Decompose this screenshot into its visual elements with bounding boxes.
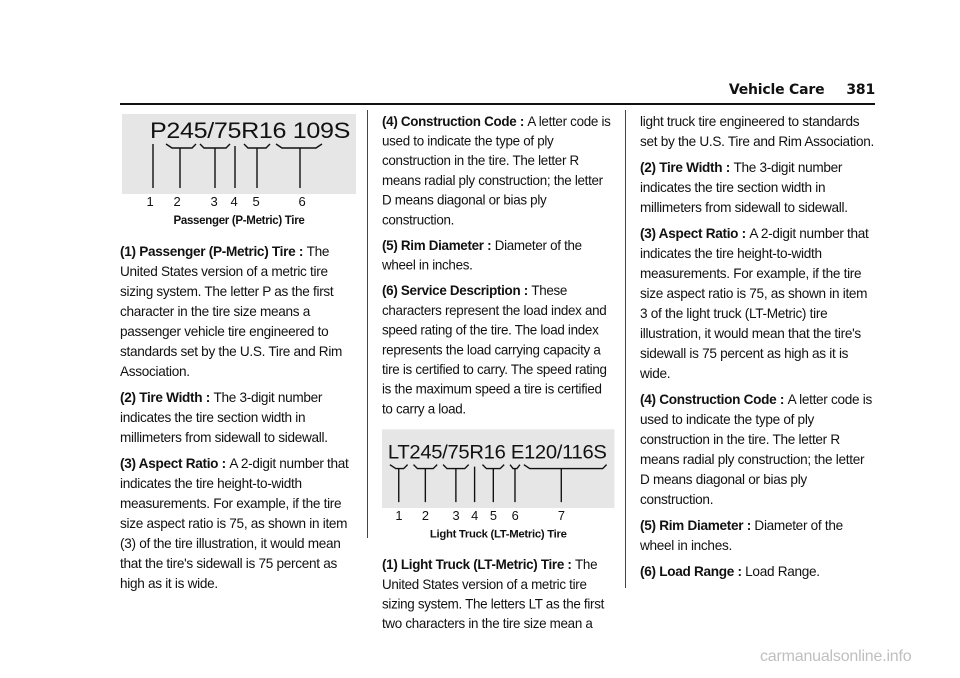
term: (5) Rim Diameter — [382, 238, 484, 253]
callout-number-6: 6 — [511, 507, 519, 523]
paragraph: (3) Aspect Ratio : A 2-digit number that indicates the tire height-to-width measurements. For example, if the tire size aspect ratio is 75, as shown in item 3 of the light truck (LT-Metric) tire illustration, it would mean that the tire's sidewall is 75 percent as high as it is wide. — [640, 226, 869, 381]
watermark: carmanualsonline.info — [760, 648, 912, 665]
callout-number-2: 2 — [421, 507, 429, 523]
callout-number-3: 3 — [452, 507, 460, 523]
paragraph: (5) Rim Diameter : Diameter of the wheel in inches. — [640, 518, 843, 553]
definition: The United States version of a metric tire sizing system. The letter P as the first character in the tire size means a passenger vehicle tire engineered to standards set by the U.S. Tire and Rim Association. — [120, 244, 343, 379]
paragraph: (4) Construction Code : A letter code is used to indicate the type of ply construction in the tire. The letter R means radial ply construction; the letter D means diagonal or bias ply construction. — [382, 113, 611, 228]
definition: These characters represent the load index and speed rating of the tire. The load index represents the load carrying capacity a tire is certified to carry. The speed rating is the maximum speed a tire is certified to carry a load. — [382, 283, 607, 417]
lt-tire-code: LT245/75R16 E120/116S — [387, 441, 607, 464]
passenger-figure-caption: Passenger (P-Metric) Tire — [173, 215, 305, 227]
paragraph: (3) Aspect Ratio : A 2-digit number that indicates the tire height-to-width measurements. For example, if the tire size aspect ratio is 75, as shown in item (3) of the tire illustration, it would mean that the tire's sidewall is 75 percent as high as it is wide. — [120, 456, 349, 591]
term: (6) Load Range — [640, 564, 734, 579]
term: (3) Aspect Ratio — [120, 456, 219, 471]
definition: The 3-digit number indicates the tire section width in millimeters from sidewall to sidewall. — [120, 390, 328, 445]
definition: Diameter of the wheel in inches. — [382, 238, 582, 273]
callout-number-1: 1 — [146, 194, 154, 209]
light-truck-tire-figure — [382, 429, 614, 524]
passenger-tire-figure — [120, 114, 358, 210]
callout-number-1: 1 — [395, 507, 403, 523]
term: (2) Tire Width — [640, 160, 723, 175]
definition: A letter code is used to indicate the type of ply construction in the tire. The letter R means radial ply construction; the letter D means diagonal or bias ply construction. — [382, 113, 611, 228]
page-header — [120, 82, 875, 98]
definition: Load Range. — [745, 564, 820, 579]
paragraph: (2) Tire Width : The 3-digit number indicates the tire section width in millimeters from sidewall to sidewall. — [640, 160, 848, 215]
header-rule — [120, 103, 875, 105]
paragraph: (1) Light Truck (LT-Metric) Tire : The United States version of a metric tire sizing system. The letters LT as the first two characters in the tire size mean a — [382, 557, 605, 632]
term: (4) Construction Code — [640, 392, 777, 407]
paragraph: (2) Tire Width : The 3-digit number indicates the tire section width in millimeters from sidewall to sidewall. — [120, 390, 328, 445]
definition: A letter code is used to indicate the type of ply construction in the tire. The letter R means radial ply construction; the letter D means diagonal or bias ply construction. — [640, 392, 872, 507]
callout-number-5: 5 — [252, 194, 260, 209]
definition: A 2-digit number that indicates the tire height-to-width measurements. For example, if the tire size aspect ratio is 75, as shown in item (3) of the tire illustration, it would mean that the tire's sidewall is 75 percent as high as it is wide. — [120, 456, 349, 591]
callout-number-5: 5 — [489, 507, 497, 523]
section-title: Vehicle Care — [728, 82, 825, 98]
column-divider-left — [367, 110, 368, 538]
light-truck-figure-caption: Light Truck (LT-Metric) Tire — [429, 528, 567, 541]
column-divider-right — [625, 110, 626, 588]
term: (2) Tire Width — [120, 390, 203, 405]
term: (4) Construction Code — [382, 113, 517, 129]
definition: The 3-digit number indicates the tire section width in millimeters from sidewall to sidewall. — [640, 160, 848, 215]
column-3 — [640, 112, 876, 588]
term: (5) Rim Diameter — [640, 518, 744, 533]
page-number: 381 — [846, 82, 875, 98]
passenger-tire-code: P245/75R16 109S — [150, 118, 350, 143]
paragraph: (4) Construction Code : A letter code is used to indicate the type of ply construction in the tire. The letter R means radial ply construction; the letter D means diagonal or bias ply construction. — [640, 392, 872, 507]
callout-number-6: 6 — [298, 194, 306, 209]
paragraph: (6) Load Range : Load Range. — [640, 564, 820, 579]
definition: The United States version of a metric tire sizing system. The letters LT as the first two characters in the tire size mean a — [382, 557, 605, 632]
paragraph: (1) Passenger (P-Metric) Tire : The United States version of a metric tire sizing system. The letter P as the first character in the tire size means a passenger vehicle tire engineered to standards set by the U.S. Tire and Rim Association. — [120, 244, 343, 379]
term: (3) Aspect Ratio — [640, 226, 739, 241]
definition: Diameter of the wheel in inches. — [640, 518, 843, 553]
callout-number-3: 3 — [210, 194, 218, 209]
term: (1) Light Truck (LT-Metric) Tire — [382, 557, 565, 573]
callout-number-4: 4 — [230, 194, 238, 209]
column-1 — [120, 112, 358, 600]
callout-number-2: 2 — [173, 194, 181, 209]
definition: A 2-digit number that indicates the tire height-to-width measurements. For example, if the tire size aspect ratio is 75, as shown in item 3 of the light truck (LT-Metric) tire illustration, it would mean that the tire's sidewall is 75 percent as high as it is wide. — [640, 226, 869, 381]
paragraph: (5) Rim Diameter : Diameter of the wheel in inches. — [382, 238, 582, 273]
callout-number-4: 4 — [471, 507, 479, 523]
term: (1) Passenger (P-Metric) Tire — [120, 244, 296, 259]
paragraph: (6) Service Description : These characters represent the load index and speed rating of the tire. The load index represents the load carrying capacity a tire is certified to carry. The speed rating is the maximum speed a tire is certified to carry a load. — [382, 283, 607, 417]
callout-number-7: 7 — [557, 507, 565, 523]
term: (6) Service Description — [382, 283, 521, 299]
continued-paragraph: light truck tire engineered to standards set by the U.S. Tire and Rim Association. — [640, 114, 875, 149]
column-2 — [382, 112, 614, 640]
